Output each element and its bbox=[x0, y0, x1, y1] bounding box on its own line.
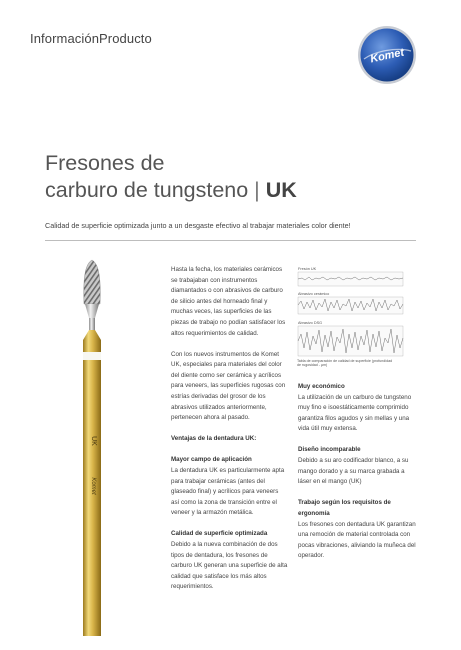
section-text: Debido a su aro codificador blanco, a su mango dorado y a su marca grabada a láser en el mango (UK) bbox=[298, 457, 409, 486]
chart-panel-2 bbox=[298, 292, 403, 314]
section-heading: Mayor campo de aplicación bbox=[171, 456, 252, 464]
surface-roughness-chart bbox=[297, 264, 414, 374]
section-text: Los fresones con dentadura UK garantizan una remoción de material controlada con pocas vibraciones, aliviando la muñeca del operador. bbox=[298, 520, 416, 560]
title-line-2-text: carburo de tungsteno bbox=[45, 178, 249, 202]
chart-caption: Tabla de comparación de calidad de superficie (profundidad de rugosidad - µm) bbox=[297, 359, 393, 368]
section-heading: Muy económico bbox=[298, 383, 345, 390]
tool-engraving: Komet bbox=[90, 477, 96, 495]
page-title bbox=[45, 150, 297, 204]
intro-paragraph-1: Hasta la fecha, los materiales cerámicos se trabajaban con instrumentos diamantados o con abrasivos de carburo de silicio antes del horneado final y muchas veces, las superficies de las piezas de trabajo no podían satisfacer los altos requerimientos de calidad. bbox=[171, 266, 286, 337]
subtitle: Calidad de superficie optimizada junto a un desgaste efectivo al trabajar materiales color diente! bbox=[45, 221, 351, 230]
panel-label: Fresón UK bbox=[298, 267, 317, 271]
advantages-heading: Ventajas de la dentadura UK: bbox=[171, 435, 257, 443]
title-separator: | bbox=[248, 178, 266, 202]
section-text: Debido a la nueva combinación de dos tipos de dentadura, los fresones de carburo UK generan una superficie de alta calidad que satisface los más altos requerimientos. bbox=[171, 541, 288, 591]
chart-panel-3 bbox=[298, 321, 403, 356]
panel-label: Abrasivo cerámico bbox=[298, 292, 330, 296]
section-heading: Calidad de superficie optimizada bbox=[171, 530, 268, 538]
section-text: La dentadura UK es particularmente apta para trabajar cerámicas (antes del glaseado final) y acrílicos para veneers así como la zona de transición entre el veneer y la armazón metálica. bbox=[171, 467, 285, 517]
section-heading: Trabajo según los requisitos de ergonomía bbox=[298, 499, 391, 517]
panel-label: Abrasivo DSG bbox=[298, 321, 323, 325]
komet-logo bbox=[357, 25, 417, 85]
title-line-2 bbox=[45, 177, 297, 204]
logo-text: Komet bbox=[369, 46, 406, 66]
title-product: UK bbox=[265, 178, 297, 202]
intro-paragraph-2: Con los nuevos instrumentos de Komet UK, especiales para materiales del color del diente como ser cerámica y acrílicos para veneers, las superficies rugosas con estrías derivadas del grosor de los abrasivos utilizados anteriormente, pertenecen ahora al pasado. bbox=[171, 350, 286, 422]
header-label: InformaciónProducto bbox=[30, 31, 152, 46]
divider bbox=[45, 240, 416, 241]
tool-label: UK bbox=[90, 436, 97, 446]
title-line-1: Fresones de bbox=[45, 151, 165, 175]
carbide-bur-image bbox=[72, 256, 112, 638]
section-heading: Diseño incomparable bbox=[298, 446, 361, 454]
column-2 bbox=[298, 382, 416, 572]
column-1 bbox=[171, 265, 288, 604]
section-text: La utilización de un carburo de tungsteno muy fino e isoestáticamente comprimido garantiza filos agudos y sin mellas y una vida útil muy extensa. bbox=[298, 393, 412, 433]
chart-panel-1 bbox=[298, 267, 403, 286]
